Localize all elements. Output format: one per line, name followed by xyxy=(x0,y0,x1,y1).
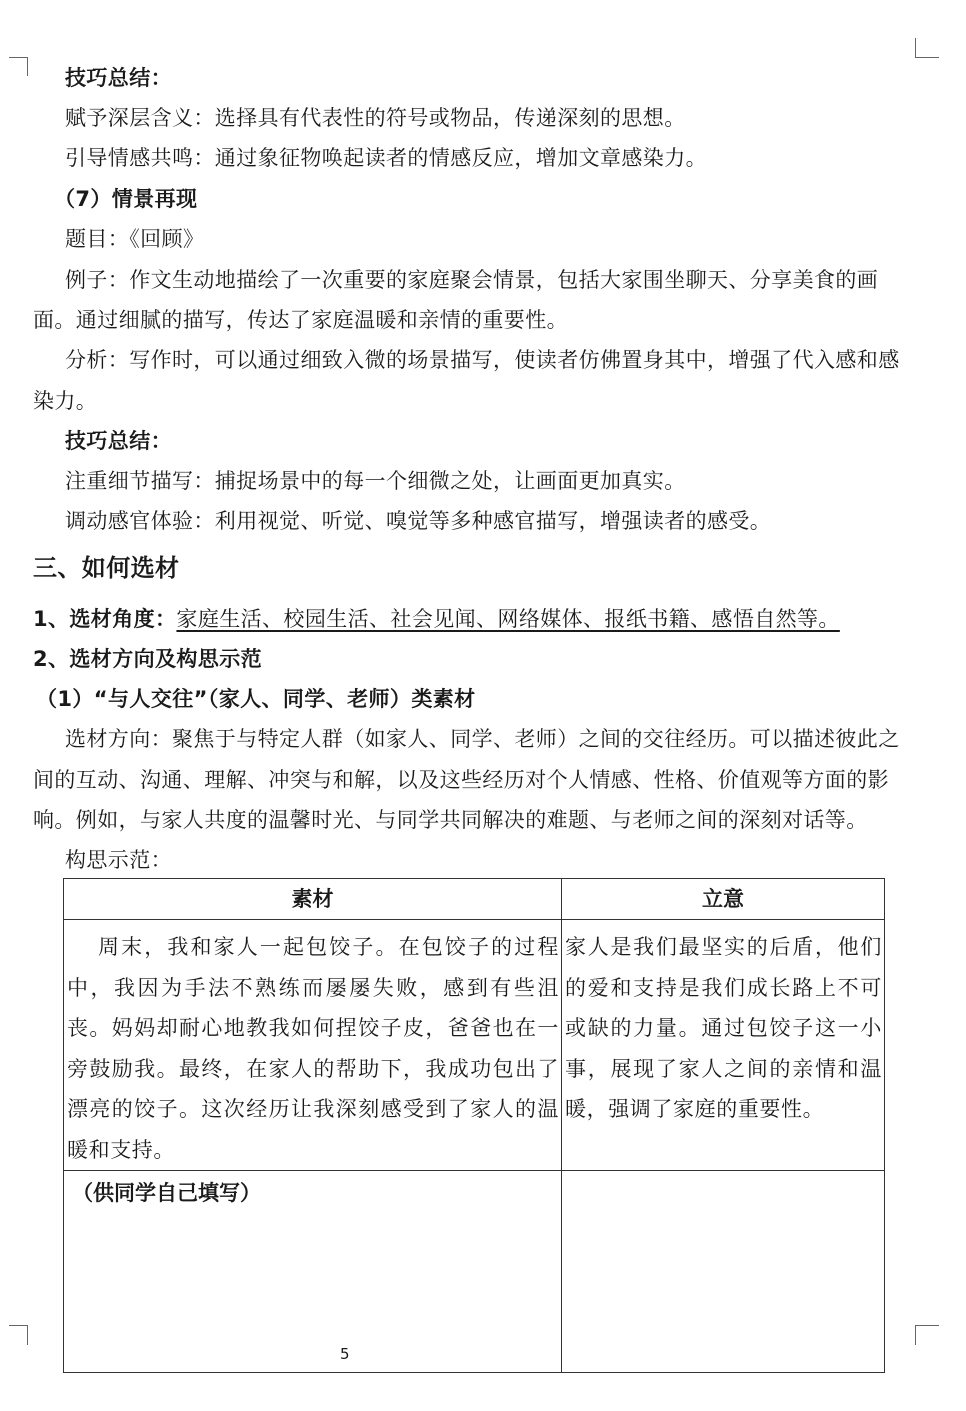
tip-summary-heading: 技巧总结： xyxy=(65,66,172,90)
crop-mark-bottom-left xyxy=(9,1325,28,1326)
crop-mark-bottom-left xyxy=(27,1325,28,1345)
body-line: 题目：《回顾》 xyxy=(65,227,205,251)
body-line: 注重细节描写：捕捉场景中的每一个细微之处，让画面更加真实。 xyxy=(65,469,686,493)
subsection-heading: （7）情景再现 xyxy=(54,187,198,211)
fill-meaning-cell[interactable] xyxy=(562,1171,885,1373)
section-heading: 三、如何选材 xyxy=(33,554,180,582)
page-number: 5 xyxy=(340,1345,350,1363)
meaning-text: 家人是我们最坚实的后盾，他们的爱和支持是我们成长路上不可或缺的力量。通过包饺子这一小事，展现了家人之间的亲情和温暖，强调了家庭的重要性。 xyxy=(565,935,882,1121)
body-line: 引导情感共鸣：通过象征物唤起读者的情感反应，增加文章感染力。 xyxy=(65,146,707,170)
header-meaning: 立意 xyxy=(562,879,885,920)
body-line: 分析：写作时，可以通过细致入微的场景描写，使读者仿佛置身其中，增强了代入感和感 xyxy=(65,348,900,372)
header-material: 素材 xyxy=(64,879,562,920)
fill-prompt: （供同学自己填写） xyxy=(72,1181,261,1205)
body-line: 选材方向：聚焦于与特定人群（如家人、同学、老师）之间的交往经历。可以描述彼此之 xyxy=(65,727,900,751)
material-angle-text: 家庭生活、校园生活、社会见闻、网络媒体、报纸书籍、感悟自然等。 xyxy=(176,607,840,631)
body-line: 响。例如，与家人共度的温馨时光、与同学共同解决的难题、与老师之间的深刻对话等。 xyxy=(33,808,868,832)
body-line: 例子：作文生动地描绘了一次重要的家庭聚会情景，包括大家围坐聊天、分享美食的画 xyxy=(65,268,879,292)
meaning-cell xyxy=(562,920,885,1171)
body-line: 面。通过细腻的描写，传达了家庭温暖和亲情的重要性。 xyxy=(33,308,568,332)
crop-mark-top-right xyxy=(915,57,939,58)
crop-mark-bottom-right xyxy=(915,1325,939,1326)
body-line: 调动感官体验：利用视觉、听觉、嗅觉等多种感官描写，增强读者的感受。 xyxy=(65,509,772,533)
crop-mark-top-right xyxy=(915,38,916,58)
body-line: 间的互动、沟通、理解、冲突与和解，以及这些经历对个人情感、性格、价值观等方面的影 xyxy=(33,768,889,792)
crop-mark-top-left xyxy=(27,58,28,76)
body-line: 赋予深层含义：选择具有代表性的符号或物品，传递深刻的思想。 xyxy=(65,106,686,130)
material-angle-line xyxy=(33,604,840,634)
body-line: 染力。 xyxy=(33,389,98,413)
crop-mark-bottom-right xyxy=(915,1325,916,1345)
material-angle-label: 1、选材角度： xyxy=(33,607,177,631)
material-cell xyxy=(64,920,562,1171)
idea-table xyxy=(63,878,885,1373)
crop-mark-top-left xyxy=(9,57,28,58)
tip-summary-heading: 技巧总结： xyxy=(65,429,172,453)
material-direction-heading: 2、选材方向及构思示范 xyxy=(33,647,263,671)
subsection-heading: （1）“与人交往”（家人、同学、老师）类素材 xyxy=(36,687,476,711)
fill-cell[interactable] xyxy=(64,1171,562,1373)
material-text: 周末，我和家人一起包饺子。在包饺子的过程中，我因为手法不熟练而屡屡失败，感到有些沮丧。妈妈却耐心地教我如何捏饺子皮，爸爸也在一旁鼓励我。最终，在家人的帮助下，我成功包出了漂亮的饺子。这次经历让我深刻感受到了家人的温暖和支持。 xyxy=(67,935,559,1162)
demo-label: 构思示范： xyxy=(65,848,172,872)
